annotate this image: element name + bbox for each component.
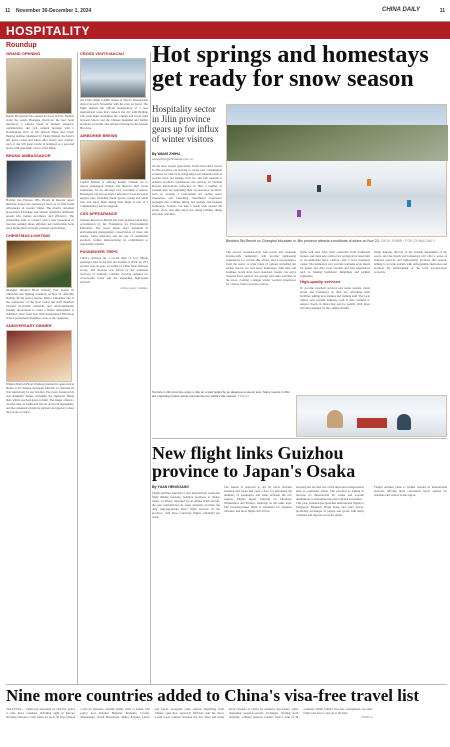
main-deck: Hospitality sector in Jilin province gears up for influx of winter visitors [152, 104, 219, 144]
caption-text: Tourists in Jilin province enjoy a ride on a sled pulled by an alpaca at a scenic spot. Many resorts in Jilin are preparing unique winter experiences for visitors this season. [152, 390, 290, 398]
brief-heading: BRAND AMBASSADOR [6, 153, 51, 158]
article-body: The resort's northeast-style folk hotels and exquisite Korean-style homestays will provide sightseeing experiences for tourists this winter, said a representative from the resort. A wide range of options including hot spring resorts, ice and snow homestays, folk inns and boutique hotels have been launched. Guests can enjoy featured food, outdoor hot springs and other activities in the snow, creating a unique winter vacation experience for visitors from across the country. [226, 250, 296, 286]
article-body [296, 485, 364, 680]
tea-photo [80, 140, 146, 180]
article-body: The launch is expected to aid all travel between Guizhou and Japan and open a door for increasing the numbers of passengers and trade between the two regions. Flights depart Guiyang on Mondays, Wednesdays and Fridays, returning on the same days. The Guiyang-Osaka flight is scheduled for Japanese travelers, and more flights will follow. [224, 485, 292, 513]
photo-caption [226, 239, 447, 244]
main-headline: Hot springs and homestays get ready for snow season [152, 42, 429, 92]
article-subhead: High-quality services [300, 279, 341, 284]
alpaca-sled-photo [296, 395, 447, 437]
brief-body: Sanxian Resorts in Hainan has been granted Green Key accreditation by the Foundation for Environmental Education. The resort meets strict standards in environmental management, conservation of water and energy, waste reduction and the use of sustainable products, further demonstrating its commitment to responsible tourism. [80, 218, 148, 246]
right-roundup-column [80, 52, 148, 684]
photo-caption [152, 390, 292, 398]
photo-credit: CHINA DAILY | XINHUA [120, 287, 148, 290]
byline: By WANG ZHIHU [152, 152, 180, 156]
article-paragraph: VALLETTA — China has expanded its visa-free policy to nine more countries, including eight in Europe, allowing citizens to visit China for up to 30 days without a visa for business, tourism, family visits or transit. The policy now includes Bulgaria, Romania, Croatia, Montenegro, North Macedonia, Malta, Estonia, Latvia and Japan, alongside other nations benefiting from China's open-door approach. Officials said the move would boost tourism between the two sides and bring more travelers to China for business and leisure, while deepening people-to-people exchanges. Starting from Saturday, ordinary passport holders from a total of 38 countries within China's visa-free arrangement can enter China visa-free to stay up to 30 days. [6, 707, 373, 719]
brief-heading: AIRBORNE BREWS [80, 133, 118, 138]
section-banner: HOSPITALITY [0, 22, 450, 39]
byline: By YUAN HENGGANG [152, 485, 189, 489]
column-divider [150, 52, 151, 684]
brand-name: CHINA DAILY [382, 7, 420, 13]
article-body: As the snow season approaches, hotels and tourist resorts in Jilin province are striving to create new consumption scenarios for visitors by integrating local elements such as powder snow, hot springs, river ice, and folk customs to enhance products, experiences and services. In Yanbian Korean autonomous prefecture in Jilin, a number of tourism sites are upgrading their ice-and-snow products, such as creating a professional hot spring resort experience and launching customized experience packages that combine skiing, hot springs and featured homestays. Tourists can take a snack train around the scenic spots, and then enjoy hot spring bathing, skiing and other activities. [152, 164, 222, 216]
hotel-lobby-photo [6, 58, 72, 114]
dinner-photo [6, 330, 72, 382]
roundup-label: Roundup [6, 42, 37, 49]
caption-credit: ZHOU JINBIN / FOR CHINA DAILY [380, 239, 436, 243]
brief-body: Rupert Hoogewerf has opened its doors in Port. Nestled along the scenic Huangpu riverfront, the new hotel introduces a refined blend of modern elegance, sophistication and rich cultural heritage with a breathtaking view of the historic Bund and iconic Pudong skyline. Designed by Cheng Design, the hotel's 401 guest rooms and suites offer luxury and comfort, each of the 318 guest rooms is designed as a personal haven with panoramic views of the Bund. [6, 114, 74, 150]
aircraft-photo [80, 58, 146, 98]
photo-credit: XINHUA [360, 715, 373, 719]
brief-body: Wuhan Marriott Hotel Wanfeng marked its appreciation dinner at its Chinese restaurant Man Ho to celebrate its first anniversary in late October. The event featured rich and delightful dishes, including the signature Hubei dish, which received great acclaim. The dinner offered a creative take on traditional flavors and local ingredients, and the restaurant invited its partners and guests to share the joyous occasion. [6, 382, 74, 414]
masthead [0, 0, 450, 22]
article-paragraph: Guiyang has become one of the important transportation hubs in southwest China. The province is aiming to increase its international air routes and tourism destinations to strengthen ties with regional economies. [296, 485, 364, 501]
christmas-tree-photo [6, 240, 72, 288]
page-number: 11 [5, 8, 11, 14]
brief-heading: GRAND OPENING [6, 52, 41, 56]
issue-date: November 30-December 1, 2024 [16, 8, 92, 14]
article-body [152, 485, 220, 680]
article-body: Wang Junlong, director of the tourism department of the resort, said the hotels and homestays will offer a series of featured services and high-quality products this season, aiming to provide tourists with unforgettable memories and promote the development of the local ice-and-snow economy. [374, 250, 447, 274]
brief-body: China's railways hit a record high of 3.71 billion passenger trips in the first ten months of 2024, up 18.1 percent year-on-year, according to China State Railway Group. The increase was driven by the continued recovery of domestic tourism, growing demand for cross-border travel and the expanding high-speed network. [80, 256, 148, 284]
brief-body: Capital Airlines is offering healthy Chinese tea to relieve passengers' fatigue and improve their travel experience. Its tea offerings vary according to season. Passengers can choose from a selection of teas served in elegant cups, including black, green, oolong and white teas, and enjoy them during their flight as part of a complimentary service upgrade. [80, 180, 148, 208]
caption-credit: XINHUA [237, 394, 250, 398]
ambassador-photo [6, 160, 72, 198]
brief-body: Shanghai Marriott Hotel Pudong East hosted its Christmas tree lighting ceremony on Nov 22, officially kicking off the festive season. With a Christmas tree as the centerpiece of the hotel lobby, the staff members adopted recyclable materials and environmentally friendly decorations to create a festive atmosphere. A children's choir from Yew Wah International Education School performed Christmas carols at the ceremony. [6, 288, 74, 320]
page-number-right: 11 [439, 8, 445, 14]
left-roundup-column [6, 52, 74, 684]
brief-body: Air China flight CA806 landed at Macao International Airport in early November with the crew on board. The flight marked the official inauguration of a new international route that connects the city with Beijing. The route helps strengthen the tourism and travel links between Macao and the Chinese mainland and further promotes economic and cultural exchange in the Greater Bay Area. [80, 98, 148, 130]
ski-resort-photo [226, 104, 447, 237]
article-paragraph: This year, Guizhou has launched international flights to Singapore, Bangkok, Hong Kong and other places, promoting exchanges of people and goods with many countries and regions across the globe. [296, 501, 364, 517]
section-divider [6, 684, 447, 685]
byline-email: wangzhihu@chinadaily.com.cn [152, 157, 194, 161]
column-divider [77, 52, 78, 684]
article-paragraph: To provide excellent services and retain tourists, many hotels and homestays in Jilin are refreshing their facilities, adding new features and training staff. The local culture and tourism authority said it will continue to support hotels in improving service quality, with more activities planned for the coming months. [300, 286, 370, 310]
article-body [300, 250, 370, 388]
article-paragraph: Tianjin Airlines launched a new international round-trip flight linking Guiyang, Guizhou province, to Osaka, Japan, on Friday. Operated by an Airbus A320 aircraft, the new international air route currently provides the only Guiyang-Osaka direct flight services on the province, with three round-trip flights scheduled per week. [152, 491, 220, 519]
article-body: Tianjin Airlines plans to further expand its international network, offering more convenient travel options for residents and visitors in the region. [374, 485, 447, 497]
section-divider [152, 438, 447, 439]
brief-heading: CSS APPEARANCE [80, 211, 118, 216]
caption-text: Beidahu Ski Resort on Changbai Mountain in Jilin province attracts a multitude of skiers on Nov 23. [226, 239, 380, 243]
article-paragraph: Some folk inns have been converted from traditional houses, and some new outdoor hot springs have been built to accommodate more visitors, said a local homestay owner. The homestays now provide northeast-style meals for guests and offer local customs and folk experiences such as making traditional dumplings and pickled vegetables. [300, 250, 370, 278]
brief-body: Holiday Inn Express, IHG Hotels & Resorts' upper midscale brand, has announced Jason as its first brand ambassador in Greater China. The brand's refreshed proposition Exchange and Dream celebrates ambitious people who pursue excellence and efficiency. The partnership aims to connect with a new generation of travelers seeking smart, efficient and comfortable hotel stays during their everyday journeys and holidays. [6, 198, 74, 230]
story2-headline: New flight links Guizhou province to Japan's Osaka [152, 443, 356, 481]
brief-heading: PASSENGER TRIPS [80, 249, 118, 254]
brief-heading: CROSS VISITS MACAU [80, 52, 125, 56]
brief-heading: ANNIVERSARY DINNER [6, 323, 52, 328]
story3-headline: Nine more countries added to China's visa-free travel list [6, 686, 419, 705]
article-body [6, 707, 447, 745]
brief-heading: CHRISTMAS LIGHTING [6, 233, 50, 238]
